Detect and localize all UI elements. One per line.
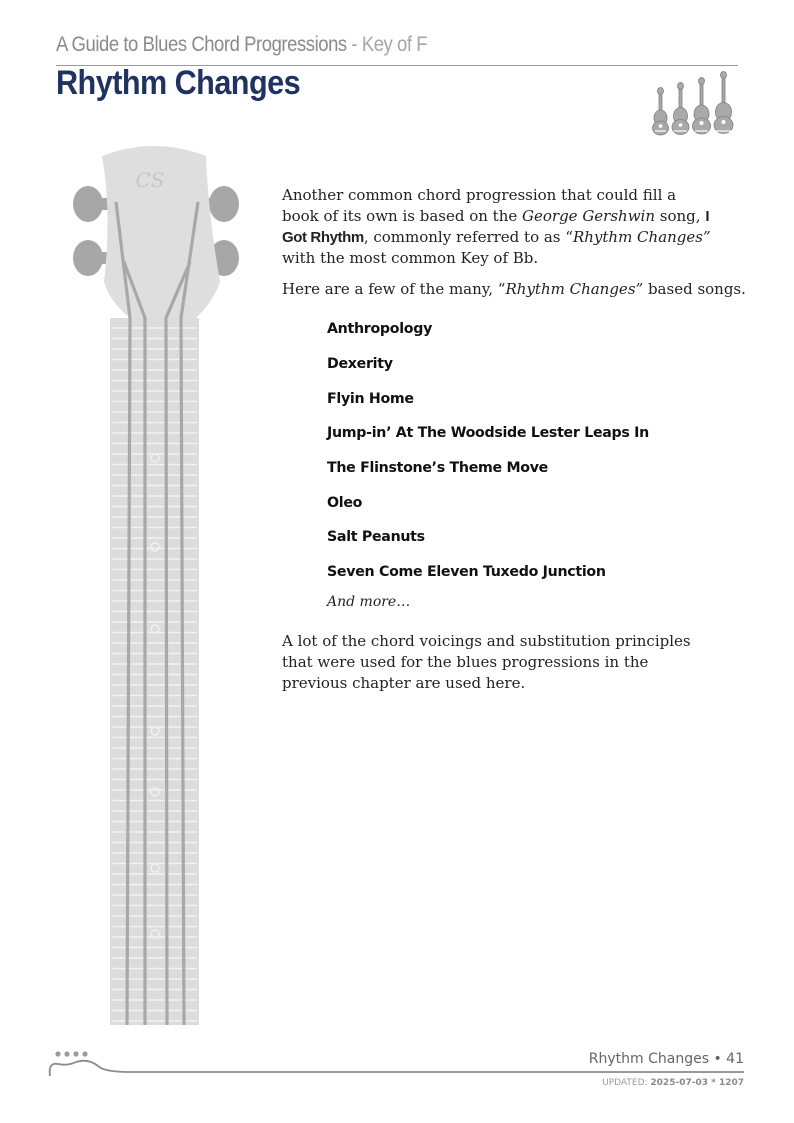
song-item: Flyin Home	[327, 391, 414, 407]
songs-intro-paragraph	[282, 279, 746, 300]
intro-text: Another common chord progression that could fill a book of its own is based on the	[282, 186, 677, 225]
rhythm-changes-term: Rhythm Changes”	[572, 228, 711, 246]
header-separator: -	[346, 33, 362, 56]
guide-title: A Guide to Blues Chord Progressions	[56, 33, 347, 56]
song-item: Jump-in’ At The Woodside Lester Leaps In	[327, 425, 649, 441]
intro-text: , commonly referred to as “	[363, 228, 573, 246]
running-header	[56, 33, 427, 57]
intro-text: Here are a few of the many, “	[282, 280, 506, 298]
header-key: Key of F	[361, 33, 428, 56]
song-item: The Flinstone’s Theme Move	[327, 460, 549, 476]
intro-text: with the most common Key of Bb.	[282, 249, 539, 267]
song-item: Salt Peanuts	[327, 529, 425, 545]
intro-paragraph	[282, 185, 712, 269]
rhythm-changes-term: Rhythm Changes”	[505, 280, 644, 298]
updated-value: 2025-07-03 * 1207	[650, 1078, 744, 1088]
ukulele-family-icon	[650, 70, 740, 138]
footer-page-number: Rhythm Changes • 41	[588, 1051, 744, 1067]
footer-updated	[602, 1078, 744, 1088]
updated-label: UPDATED:	[602, 1078, 651, 1088]
song-item: Dexerity	[327, 356, 393, 372]
intro-text: song,	[655, 207, 706, 225]
fretboard	[110, 318, 199, 1025]
song-title-inline: I Got Rhythm	[282, 208, 710, 246]
composer-name: George Gershwin	[522, 207, 656, 225]
and-more-note: And more…	[327, 594, 411, 610]
song-item: Seven Come Eleven Tuxedo Junction	[327, 564, 606, 580]
song-item: Anthropology	[327, 321, 433, 337]
headstock-logo: CS	[135, 168, 165, 192]
intro-text: based songs.	[643, 280, 746, 298]
closing-paragraph: A lot of the chord voicings and substitution principles that were used for the blues progressions in the previous chapter are used here.	[282, 632, 691, 692]
dots-icon	[55, 1051, 87, 1056]
song-item: Oleo	[327, 495, 363, 511]
ukulele-neck-illustration	[68, 142, 248, 1027]
page-title: Rhythm Changes	[56, 64, 301, 102]
